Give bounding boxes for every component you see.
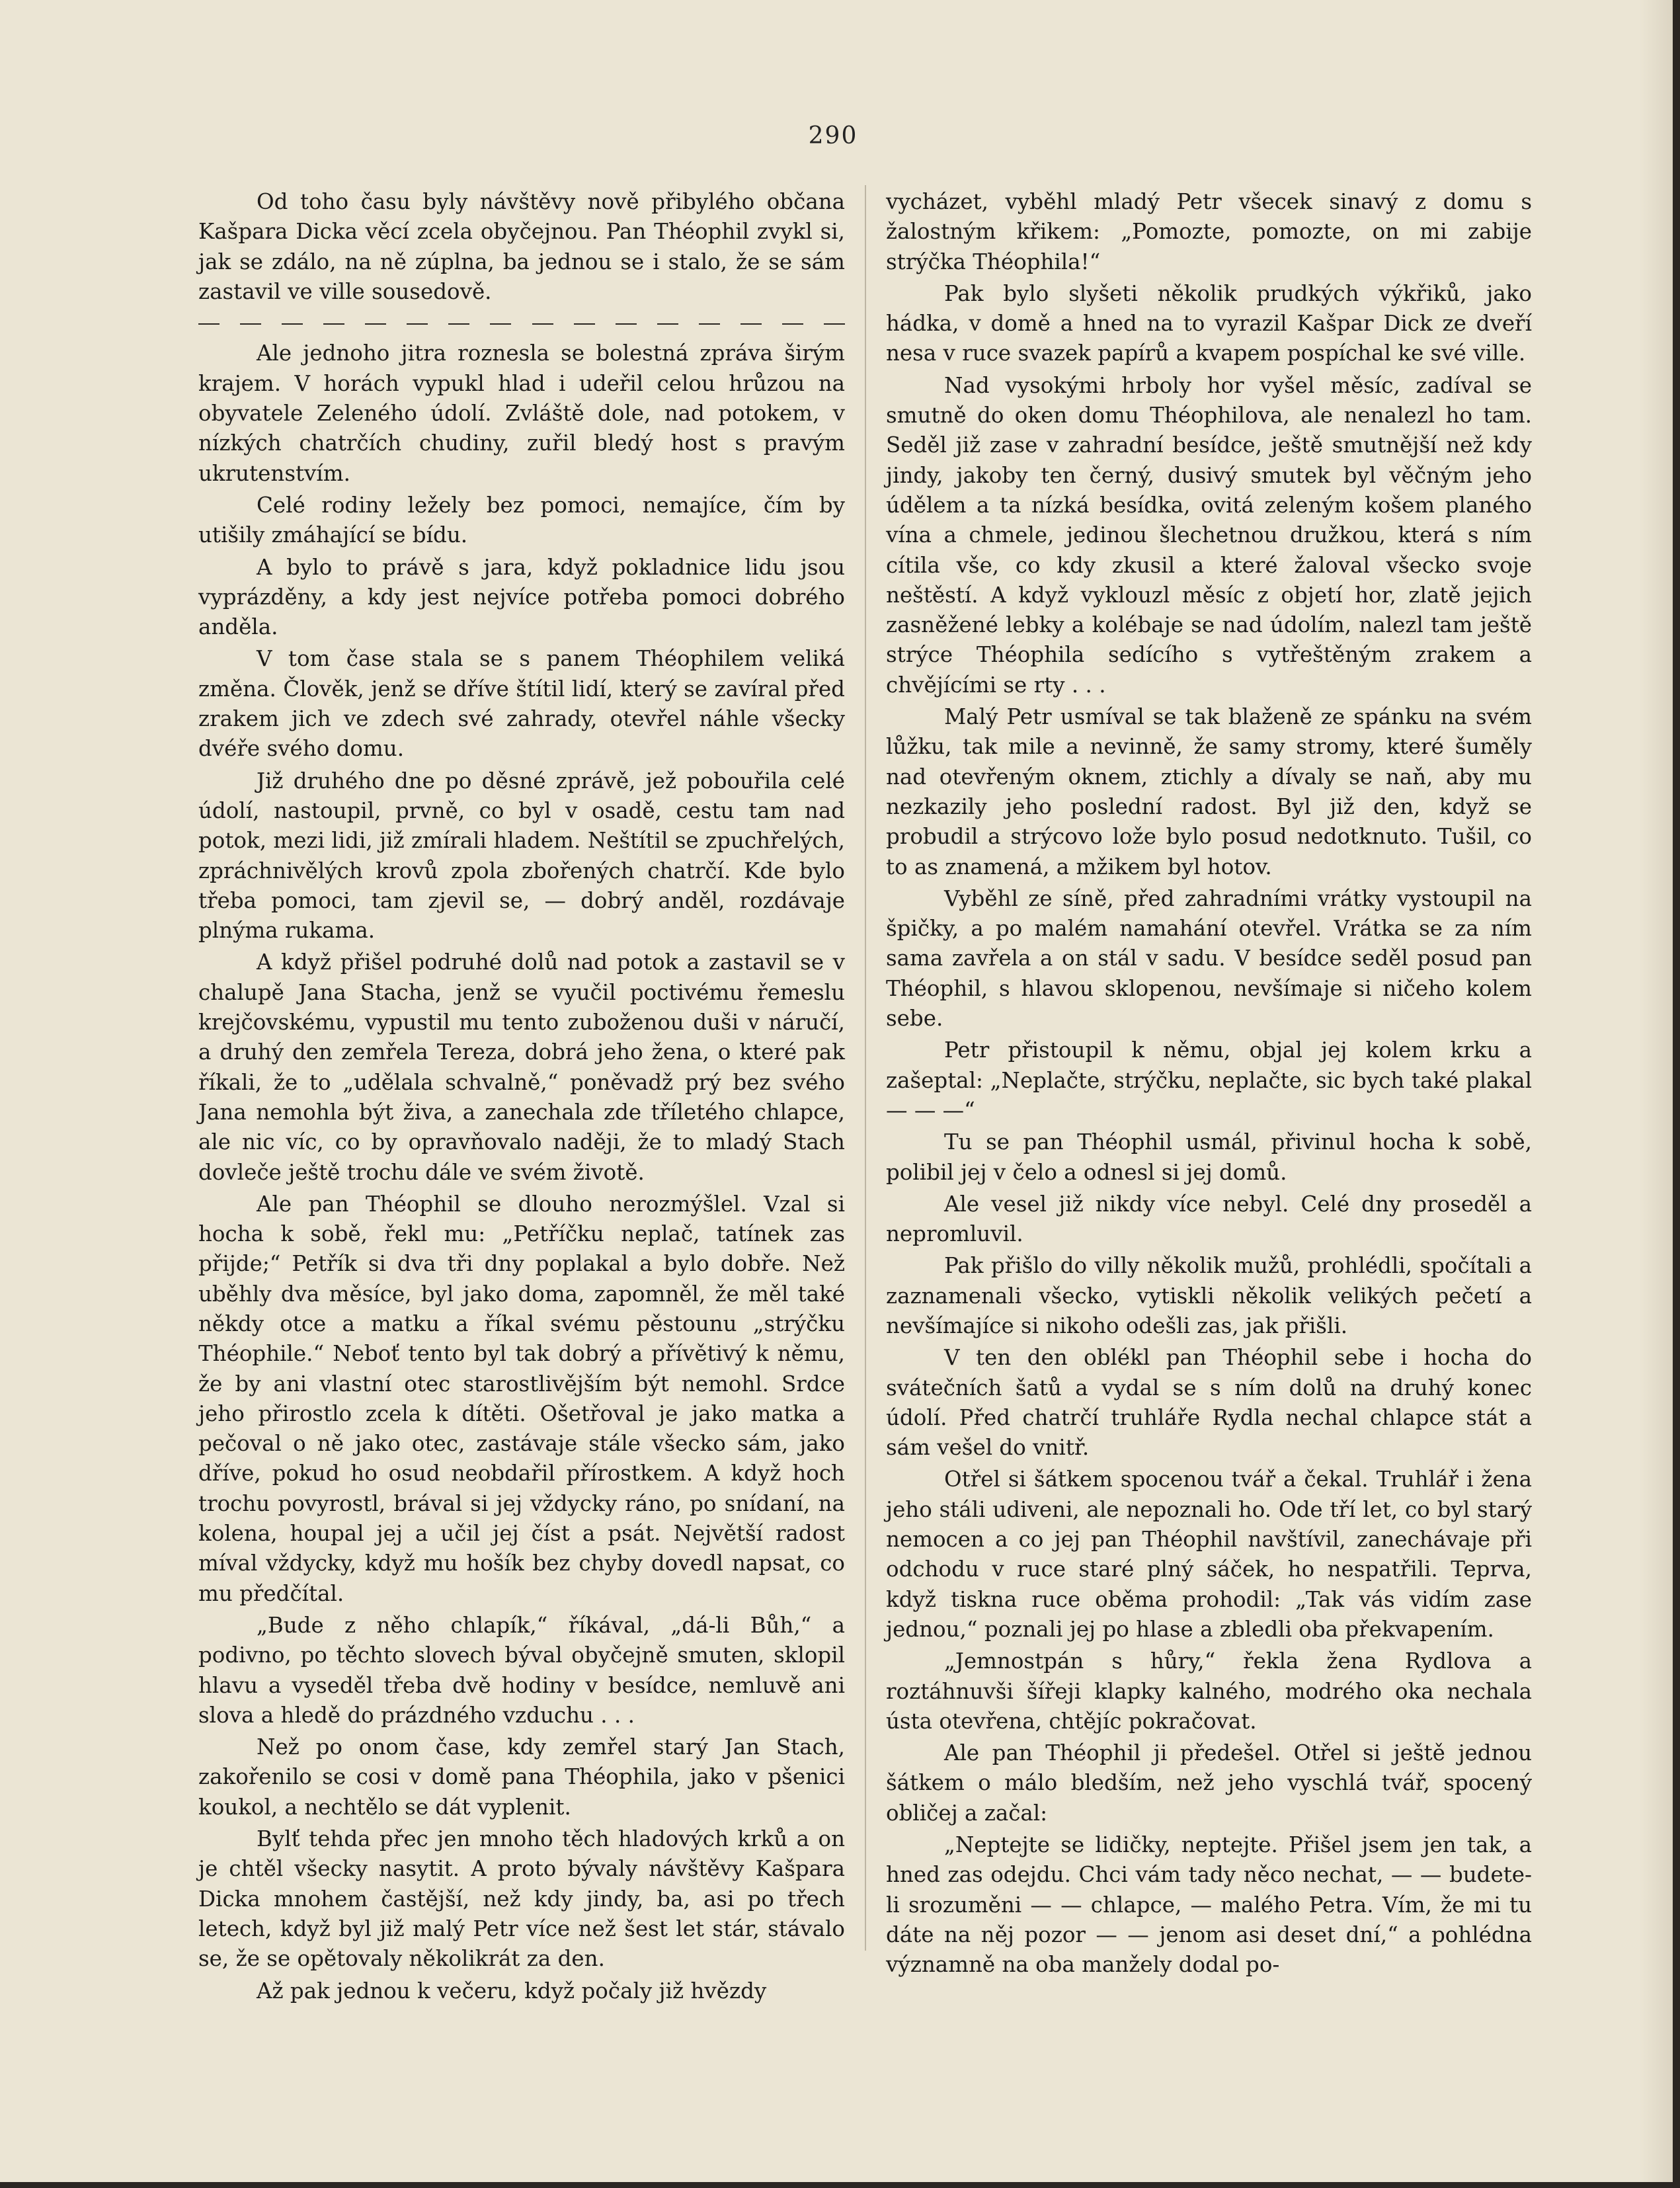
paragraph: Tu se pan Théophil usmál, přivinul hocha k sobě, polibil jej v čelo a odnesl si jej domů. xyxy=(886,1129,1532,1185)
paragraph: Pak bylo slyšeti několik prudkých výkřiků, jako hádka, v domě a hned na to vyrazil Kašpar Dick ze dveří nesa v ruce svazek papírů a kvapem pospíchal ke své ville. xyxy=(886,280,1532,366)
paragraph: Bylť tehda přec jen mnoho těch hladových krků a on je chtěl všecky nasytit. A proto bývaly návštěvy Kašpara Dicka mnohem častější, než kdy jindy, ba, asi po třech letech, když byl již malý Petr více než šest let stár, stávalo se, že se opětovaly několikrát za den. xyxy=(198,1826,845,1972)
paragraph: Ale pan Théophil ji předešel. Otřel si ještě jednou šátkem o málo bledším, než jeho vyschlá tvář, spocený obličej a začal: xyxy=(886,1740,1532,1826)
paragraph: „Neptejte se lidičky, neptejte. Přišel jsem jen tak, a hned zas odejdu. Chci vám tady něco nechat, — — budete-li srozuměni — — chlapce, — malého Petra. Vím, že mi tu dáte na něj pozor — — jenom asi deset dní,“ a pohlédna významně na oba manžely dodal po- xyxy=(886,1832,1532,1978)
paragraph: A bylo to právě s jara, když pokladnice lidu jsou vyprázděny, a kdy jest nejvíce potřeba pomoci dobrého anděla. xyxy=(198,554,845,640)
right-column xyxy=(886,187,1532,1982)
paragraph: Od toho času byly návštěvy nově přibylého občana Kašpara Dicka věcí zcela obyčejnou. Pan Théophil zvykl si, jak se zdálo, na ně zúplna, ba jednou se i stalo, že se sám zastavil ve ville sousedově. xyxy=(198,189,845,304)
paragraph: Nad vysokými hrboly hor vyšel měsíc, zadíval se smutně do oken domu Théophilova, ale nenalezl ho tam. Seděl již zase v zahradní besídce, ještě smutnější než kdy jindy, jakoby ten černý, dusivý smutek byl věčným jeho údělem a ta nízká besídka, ovitá zeleným košem planého vína a chmele, jedinou šlechetnou družkou, která s ním cítila vše, co kdy zkusil a které žaloval všecko svoje neštěstí. A když vyklouzl měsíc z objetí hor, zlatě jejich zasněžené lebky a kolébaje se nad údolím, nalezl tam ještě strýce Théophila sedícího s vytřeštěným zrakem a chvějícími se rty . . . xyxy=(886,372,1532,698)
paragraph: Petr přistoupil k němu, objal jej kolem krku a zašeptal: „Neplačte, strýčku, neplačte, sic bych také plakal — — —“ xyxy=(886,1037,1532,1123)
page-number: 290 xyxy=(808,122,858,149)
paragraph: Již druhého dne po děsné zprávě, jež pobouřila celé údolí, nastoupil, prvně, co byl v osadě, cestu tam nad potok, mezi lidi, již zmírali hladem. Neštítil se zpuchřelých, zpráchnivělých krovů zpola zbořených chatrčí. Kde bylo třeba pomoci, tam zjevil se, — dobrý anděl, rozdávaje plnýma rukama. xyxy=(198,768,845,944)
paragraph: Celé rodiny ležely bez pomoci, nemajíce, čím by utišily zmáhající se bídu. xyxy=(198,492,845,548)
paragraph: Ale pan Théophil se dlouho nerozmýšlel. Vzal si hocha k sobě, řekl mu: „Petříčku neplač, tatínek zas přijde;“ Petřík si dva tři dny poplakal a bylo dobře. Než uběhly dva měsíce, byl jako doma, zapomněl, že měl také někdy otce a matku a říkal svému pěstounu „strýčku Théophile.“ Neboť tento byl tak dobrý a přívětivý k němu, že by ani vlastní otec starostlivějším být nemohl. Srdce jeho přirostlo zcela k dítěti. Ošetřoval je jako matka a pečoval o ně jako otec, zastávaje stále všecko sám, jako dříve, pokud ho osud neobdařil přírostkem. A když hoch trochu povyrostl, brával si jej vždycky ráno, po snídaní, na kolena, houpal jej a učil jej číst a psát. Největší radost míval vždycky, když mu hošík bez chyby dovedl napsat, co mu předčítal. xyxy=(198,1191,845,1606)
section-separator xyxy=(198,309,845,339)
page-edge-shadow xyxy=(1640,0,1673,2182)
column-divider xyxy=(865,185,866,1951)
paragraph: Otřel si šátkem spocenou tvář a čekal. Truhlář i žena jeho stáli udiveni, ale nepoznali ho. Ode tří let, co byl starý nemocen a co jej pan Théophil navštívil, zanechávaje při odchodu v ruce staré plný sáček, ho nespatřili. Teprva, když tiskna ruce oběma prohodil: „Tak vás vidím zase jednou,“ poznali jej po hlase a zbledli oba překvapením. xyxy=(886,1467,1532,1642)
paragraph: „Jemnostpán s hůry,“ řekla žena Rydlova a roztáhnuvši šířeji klapky kalného, modrého oka nechala ústa otevřena, chtějíc pokračovat. xyxy=(886,1648,1532,1734)
paragraph: Ale vesel již nikdy více nebyl. Celé dny proseděl a nepromluvil. xyxy=(886,1191,1532,1247)
paragraph: Než po onom čase, kdy zemřel starý Jan Stach, zakořenilo se cosi v domě pana Théophila, jako v pšenici koukol, a nechtělo se dát vyplenit. xyxy=(198,1734,845,1820)
paragraph: A když přišel podruhé dolů nad potok a zastavil se v chalupě Jana Stacha, jenž se vyučil poctivému řemeslu krejčovskému, vypustil mu tento zuboženou duši v náručí, a druhý den zemřela Tereza, dobrá jeho žena, o které pak říkali, že to „udělala schvalně,“ poněvadž prý bez svého Jana nemohla být živa, a zanechala zde tříletého chlapce, ale nic víc, co by opravňovalo naději, že to mladý Stach dovleče ještě trochu dále ve svém životě. xyxy=(198,950,845,1185)
paragraph: Ale jednoho jitra roznesla se bolestná zpráva širým krajem. V horách vypukl hlad i udeřil celou hrůzou na obyvatele Zeleného údolí. Zvláště dole, nad potokem, v nízkých chatrčích chudiny, zuřil bledý host s pravým ukrutenstvím. xyxy=(198,341,845,486)
left-column xyxy=(198,187,845,2008)
paragraph: V ten den oblékl pan Théophil sebe i hocha do svátečních šatů a vydal se s ním dolů na druhý konec údolí. Před chatrčí truhláře Rydla nechal chlapce stát a sám vešel do vnitř. xyxy=(886,1345,1532,1461)
paragraph: V tom čase stala se s panem Théophilem veliká změna. Člověk, jenž se dříve štítil lidí, který se zavíral před zrakem jich ve zdech své zahrady, otevřel náhle všecky dvéře svého domu. xyxy=(198,646,845,762)
paragraph: Malý Petr usmíval se tak blaženě ze spánku na svém lůžku, tak mile a nevinně, že samy stromy, které šuměly nad otevřeným oknem, ztichly a dívaly se naň, aby mu nezkazily jeho poslední radost. Byl již den, když se probudil a strýcovo lože bylo posud nedotknuto. Tušil, co to as znamená, a mžikem byl hotov. xyxy=(886,704,1532,879)
paragraph: Pak přišlo do villy několik mužů, prohlédli, spočítali a zaznamenali všecko, vytiskli několik velikých pečetí a nevšímajíce si nikoho odešli zas, jak přišli. xyxy=(886,1253,1532,1338)
paragraph: Až pak jednou k večeru, když počaly již hvězdy xyxy=(257,1978,767,2004)
paragraph-continuation: vycházet, vyběhl mladý Petr všecek sinavý z domu s žalostným křikem: „Pomozte, pomozte, on mi zabije strýčka Théophila!“ xyxy=(886,189,1532,274)
paragraph: „Bude z něho chlapík,“ říkával, „dá-li Bůh,“ a podivno, po těchto slovech býval obyčejně smuten, sklopil hlavu a vyseděl třeba dvě hodiny v besídce, nemluvě ani slova a hledě do prázdného vzduchu . . . xyxy=(198,1612,845,1728)
paragraph: Vyběhl ze síně, před zahradními vrátky vystoupil na špičky, a po malém namahání otevřel. Vrátka se za ním sama zavřela a on stál v sadu. V besídce seděl posud pan Théophil, s hlavou sklopenou, nevšímaje si ničeho kolem sebe. xyxy=(886,885,1532,1032)
